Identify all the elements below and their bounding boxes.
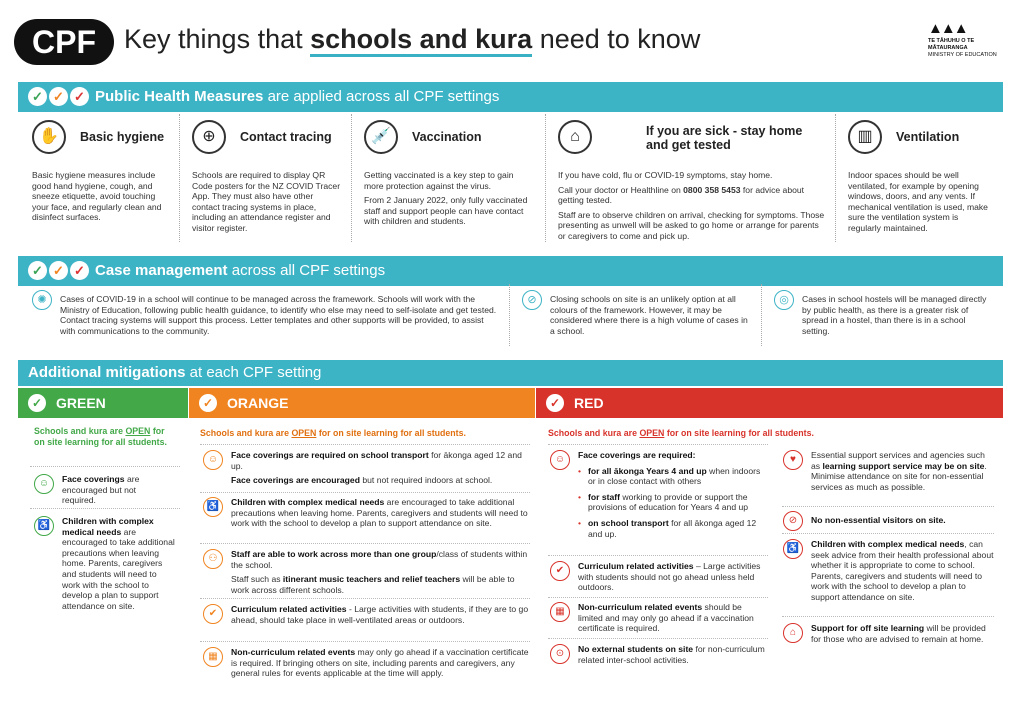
- orange-non-curriculum: ▦ Non-curriculum related events may only go ahead if a vaccination certificate is required. If bringing others on site, including parents and caregivers, any general rules for events applicable at the time will apply.: [231, 647, 531, 679]
- handwash-icon: ✋: [32, 120, 66, 154]
- green-header: ✓ GREEN: [18, 388, 188, 418]
- calendar-icon: ▦: [203, 647, 223, 667]
- checklist-icon: ✔: [203, 604, 223, 624]
- red-offsite-learning: ⌂ Support for off site learning will be provided for those who are advised to remain at home.: [811, 623, 996, 644]
- red-no-visitors: ⊘ No non-essential visitors on site.: [811, 515, 996, 526]
- ministry-logo: ▲▲▲ TE TĀHUHU O TE MĀTAURANGA MINISTRY OF EDUCATION: [928, 20, 1004, 59]
- case-management-bar: ✓ ✓ ✓ Case management across all CPF settings: [18, 256, 1003, 286]
- orange-staff-groups: ⚇ Staff are able to work across more than one group/class of students within the school. Staff such as itinerant music teachers and relief teachers will be able to work across different schools.: [231, 549, 531, 595]
- check-green-icon: ✓: [28, 87, 47, 106]
- contact-tracing-icon: ⊕: [192, 120, 226, 154]
- window-icon: ▥: [848, 120, 882, 154]
- contact-tracing: ⊕ Contact tracing Schools are required to display QR Code posters for the NZ COVID Tracer App. They must also have other contact tracing systems in place, including an attendance register and visitor register.: [180, 114, 352, 242]
- mask-icon: ☺: [550, 450, 570, 470]
- red-open-text: Schools and kura are OPEN for on site learning for all students.: [548, 428, 814, 438]
- green-face-coverings: ☺ Face coverings are encouraged but not required.: [62, 474, 172, 506]
- check-orange-icon: ✓: [49, 261, 68, 280]
- mask-icon: ☺: [203, 450, 223, 470]
- vaccine-icon: 💉: [364, 120, 398, 154]
- red-non-curriculum: ▦ Non-curriculum related events should be limited and may only go ahead if a vaccination certificate is required.: [578, 602, 768, 634]
- orange-face-coverings: ☺ Face coverings are required on school transport for ākonga aged 12 and up. Face coverings are encouraged but not required indoors at school.: [231, 450, 531, 486]
- children-icon: ♿: [203, 497, 223, 517]
- cpf-logo: CPF: [14, 19, 114, 65]
- check-icon: ✓: [546, 394, 564, 412]
- mountains-icon: ▲▲▲: [928, 20, 967, 37]
- case-management-item: ⊘ Closing schools on site is an unlikely option at all colours of the framework. However, it may be considered where there is a high volume of cases in a school.: [510, 284, 762, 346]
- children-icon: ♿: [783, 539, 803, 559]
- stay-home: ⌂ If you are sick - stay home and get tested If you have cold, flu or COVID-19 symptoms, stay home. Call your doctor or Healthline on 0800 358 5453 for advice about getting tested. Staff are to observe children on arrival, checking for symptoms. Those presenting as unwell will be asked to go home or arrange for parents or caregivers to come and pick up.: [546, 114, 836, 242]
- red-header: ✓ RED: [536, 388, 1003, 418]
- green-complex-needs: ♿ Children with complex medical needs are encouraged to take additional precautions when leaving home. Parents, caregivers and students will need to work with the school to develop a plan to support attendance on site.: [62, 516, 177, 611]
- case-management-item: ◎ Cases in school hostels will be managed directly by public health, as there is a greater risk of spread in a hostel, than there is in a school setting.: [762, 284, 1003, 346]
- public-health-measures: [20, 114, 1003, 242]
- children-icon: ♿: [34, 516, 54, 536]
- virus-icon: ✺: [32, 290, 52, 310]
- basic-hygiene: ✋ Basic hygiene Basic hygiene measures include good hand hygiene, cough, and sneeze etiquette, avoid touching your face, and regularly clean and disinfect surfaces.: [20, 114, 180, 242]
- red-external-students: ⊙ No external students on site for non-curriculum related inter-school activities.: [578, 644, 768, 665]
- orange-open-text: Schools and kura are OPEN for on site learning for all students.: [200, 428, 466, 438]
- vaccination: 💉 Vaccination Getting vaccinated is a key step to gain more protection against the virus. From 2 January 2022, only fully vaccinated staff and support people can have contact with children and students.: [352, 114, 546, 242]
- check-red-icon: ✓: [70, 261, 89, 280]
- stay-home-icon: ⌂: [558, 120, 592, 154]
- checklist-icon: ✔: [550, 561, 570, 581]
- hostel-icon: ◎: [774, 290, 794, 310]
- red-support-services: ♥ Essential support services and agencies such as learning support service may be on site. Minimise attendance on site for non-essential services as much as possible.: [811, 450, 996, 492]
- public-health-bar: ✓ ✓ ✓ Public Health Measures are applied across all CPF settings: [18, 82, 1003, 112]
- check-icon: ✓: [28, 394, 46, 412]
- additional-mitigations-bar: Additional mitigations at each CPF setting: [18, 360, 1003, 386]
- red-complex-needs: ♿ Children with complex medical needs, can seek advice from their health professional about whether it is appropriate to come to school. Parents, caregivers and students will need to work with the school to develop a plan to support attendance on site.: [811, 539, 996, 603]
- header: [14, 16, 1010, 66]
- support-icon: ♥: [783, 450, 803, 470]
- check-icon: ✓: [199, 394, 217, 412]
- check-green-icon: ✓: [28, 261, 47, 280]
- location-icon: ⊙: [550, 644, 570, 664]
- no-visitors-icon: ⊘: [783, 511, 803, 531]
- calendar-icon: ▦: [550, 602, 570, 622]
- orange-complex-needs: ♿ Children with complex medical needs are encouraged to take additional precautions when leaving home. Parents, caregivers and students will need to work with the school to develop a plan to support attendance on site.: [231, 497, 531, 529]
- case-management-item: ✺ Cases of COVID-19 in a school will continue to be managed across the framework. Schools will work with the Ministry of Education, following public health guidance, to identify who else may need to self-isolate and get tested. Contact tracing systems will support this process. Letter templates and other supports will be provided, to assist with communications to the community.: [20, 284, 510, 346]
- group-icon: ⚇: [203, 549, 223, 569]
- home-learning-icon: ⌂: [783, 623, 803, 643]
- red-face-coverings: ☺ Face coverings are required: • for all ākonga Years 4 and up when indoors or in close contact with others • for staff working to provide or support the provisions of education for Years 4 and up • on school transport for all ākonga aged 12 and up.: [578, 450, 768, 539]
- red-curriculum: ✔ Curriculum related activities – Large activities with students should not go ahead unless held outdoors.: [578, 561, 768, 593]
- ventilation: ▥ Ventilation Indoor spaces should be well ventilated, for example by opening windows, doors, and any vents. If mechanical ventilation is used, make sure the ventilation system is regularly maintained.: [836, 114, 1003, 242]
- green-open-text: Schools and kura are OPEN for on site learning for all students.: [34, 426, 167, 447]
- check-red-icon: ✓: [70, 87, 89, 106]
- page-title: Key things that schools and kura need to know: [124, 24, 700, 55]
- mask-icon: ☺: [34, 474, 54, 494]
- check-orange-icon: ✓: [49, 87, 68, 106]
- orange-curriculum: ✔ Curriculum related activities - Large activities with students, if they are to go ahead, should take place in well-ventilated areas or outdoors.: [231, 604, 531, 625]
- case-management: [20, 284, 1003, 346]
- no-entry-icon: ⊘: [522, 290, 542, 310]
- orange-header: ✓ ORANGE: [189, 388, 535, 418]
